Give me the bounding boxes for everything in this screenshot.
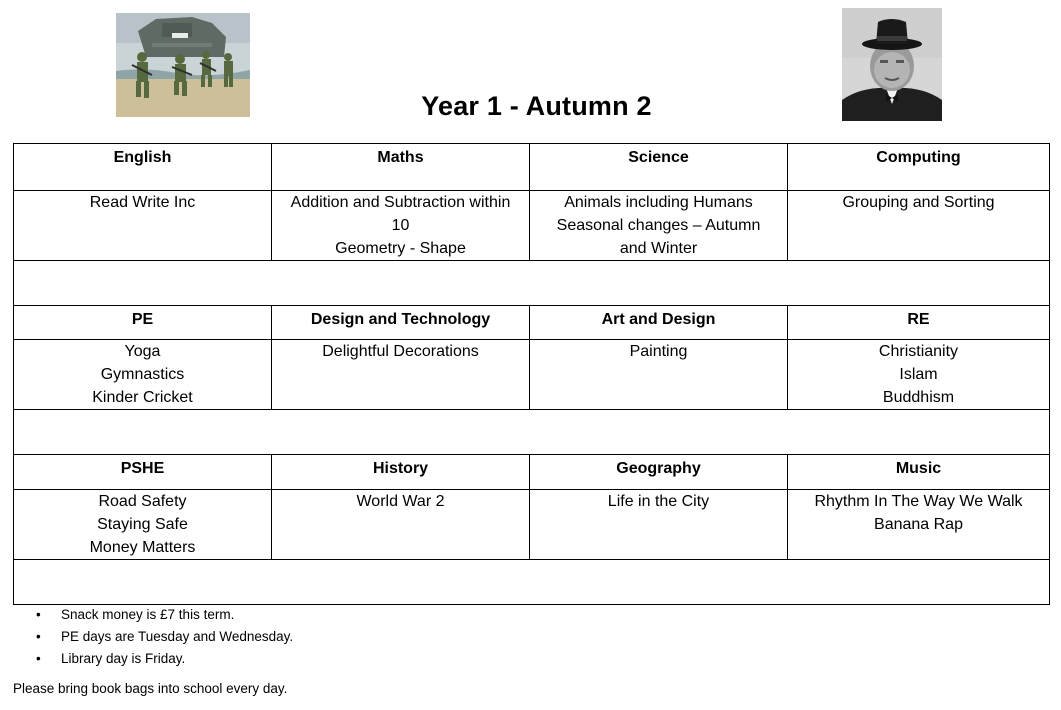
subject-header-pshe: PSHE [14,455,272,490]
content-line: Kinder Cricket [92,389,193,406]
subject-content-computing [788,191,1050,261]
spacer-cell [14,410,1050,455]
subject-content-row [14,191,1050,261]
subject-header-pe: PE [14,306,272,340]
content-line: Grouping and Sorting [842,194,995,211]
content-line: Banana Rap [874,516,963,533]
note-text: Library day is Friday. [61,651,186,666]
subject-content-row [14,490,1050,560]
content-line: Staying Safe [97,516,188,533]
subject-header-geography: Geography [530,455,788,490]
subject-content-music [788,490,1050,560]
content-line: Yoga [124,343,161,360]
content-line: 10 [391,217,410,234]
note-text: Snack money is £7 this term. [61,607,235,622]
subject-content-maths [272,191,530,261]
subject-content-art-design [530,340,788,410]
content-line: Painting [629,343,688,360]
content-line: and Winter [619,240,698,257]
subject-content-pshe [14,490,272,560]
spacer-row [14,410,1050,455]
subject-content-design-technology [272,340,530,410]
spacer-cell [14,261,1050,306]
content-line: Islam [899,366,938,383]
subject-content-row [14,340,1050,410]
subject-header-computing: Computing [788,144,1050,191]
page-title: Year 1 - Autumn 2 [421,91,652,121]
subject-header-re: RE [788,306,1050,340]
spacer-cell [14,560,1050,605]
notes-list [36,604,293,670]
content-line: Geometry - Shape [335,240,466,257]
subject-header-maths: Maths [272,144,530,191]
subject-header-science: Science [530,144,788,191]
subject-header-history: History [272,455,530,490]
content-line: Animals including Humans [564,194,753,211]
subject-header-art-design: Art and Design [530,306,788,340]
content-line: Road Safety [98,493,187,510]
subject-content-geography [530,490,788,560]
footer-note: Please bring book bags into school every day. [13,681,288,696]
subject-content-re [788,340,1050,410]
note-item [36,648,293,670]
bullet-icon: • [36,607,41,622]
note-item [36,626,293,648]
content-line: Seasonal changes – Autumn [556,217,761,234]
subject-header-english: English [14,144,272,191]
subject-content-history [272,490,530,560]
subject-content-science [530,191,788,261]
subject-header-row [14,306,1050,340]
content-line: Addition and Subtraction within [290,194,511,211]
bullet-icon: • [36,651,41,666]
bullet-icon: • [36,629,41,644]
content-line: Gymnastics [100,366,185,383]
content-line: Money Matters [89,539,196,556]
subject-grid [13,143,1050,605]
content-line: World War 2 [356,493,445,510]
subject-header-row [14,144,1050,191]
spacer-row [14,560,1050,605]
subject-content-english [14,191,272,261]
content-line: Buddhism [882,389,955,406]
content-line: Delightful Decorations [322,343,479,360]
content-line: Rhythm In The Way We Walk [814,493,1023,510]
subject-content-pe [14,340,272,410]
content-line: Christianity [878,343,959,360]
note-item [36,604,293,626]
subject-header-music: Music [788,455,1050,490]
spacer-row [14,261,1050,306]
subject-header-row [14,455,1050,490]
content-line: Life in the City [607,493,710,510]
note-text: PE days are Tuesday and Wednesday. [61,629,294,644]
content-line: Read Write Inc [89,194,196,211]
subject-header-design-technology: Design and Technology [272,306,530,340]
